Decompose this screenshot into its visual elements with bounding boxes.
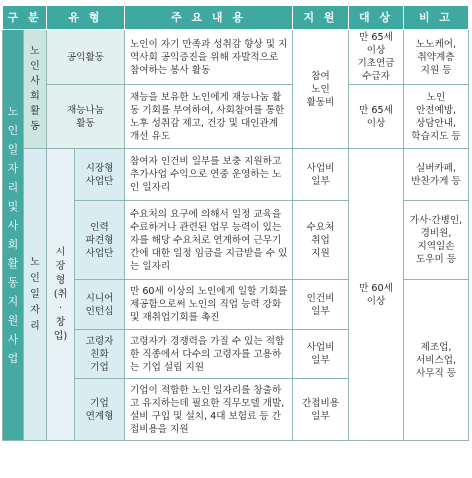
type-linked: 기업 연계형 — [75, 379, 125, 441]
target-age60: 만 60세 이상 — [349, 149, 404, 441]
type-friendly: 고령자 친화 기업 — [75, 330, 125, 379]
type-intern: 시니어 인턴십 — [75, 280, 125, 330]
support-friendly: 사업비 일부 — [293, 330, 349, 379]
target-public: 만 65세 이상 기초연금 수급자 — [349, 30, 404, 85]
support-linked: 간접비용 일부 — [293, 379, 349, 441]
header-category: 구 분 — [3, 6, 47, 30]
note-manufacturing: 제조업, 서비스업, 사무직 등 — [404, 280, 469, 441]
note-market: 실버카페, 반찬가게 등 — [404, 149, 469, 201]
note-talent: 노인 안전예방, 상담안내, 학습지도 등 — [404, 85, 469, 149]
content-dispatch: 수요처의 요구에 의해서 일정 교육을 수료하거나 관련된 업무 능력이 있는 자를 해당 수요처로 연계하여 근무기간에 대한 일정 임금을 지급받을 수 있는 일자리 — [125, 201, 293, 280]
support-dispatch: 수요처 취업 지원 — [293, 201, 349, 280]
social-activity-label: 노 인 사 회 활 동 — [24, 30, 47, 149]
type-market: 시장형 사업단 — [75, 149, 125, 201]
note-dispatch: 가사·간병인, 경비원, 지역일손 도우미 등 — [404, 201, 469, 280]
support-participant: 참여 노인 활동비 — [293, 30, 349, 149]
program-table-container — [2, 5, 468, 441]
content-talent: 재능을 보유한 노인에게 재능나눔 활동 기회를 부여하여, 사회참여를 통한 노후 성취감 제고, 건강 및 대인관계 개선 유도 — [125, 85, 293, 149]
header-type: 유 형 — [47, 6, 125, 30]
content-friendly: 고령자가 경쟁력을 가질 수 있는 적합한 직종에서 다수의 고령자를 고용하는 기업 설립 지원 — [125, 330, 293, 379]
row-public — [3, 30, 469, 85]
note-public: 노노케어, 취약계층 지원 등 — [404, 30, 469, 85]
type-dispatch: 인력 파견형 사업단 — [75, 201, 125, 280]
support-market: 사업비 일부 — [293, 149, 349, 201]
row-market — [3, 149, 469, 201]
market-type-label: 시 장 형 (취 · 창 업) — [47, 149, 75, 441]
header-content: 주 요 내 용 — [125, 6, 293, 30]
content-public: 노인이 자기 만족과 성취감 향상 및 지역사회 공익증진을 위해 자발적으로 참여하는 봉사 활동 — [125, 30, 293, 85]
content-linked: 기업이 적합한 노인 일자리를 창출하고 유지하는데 필요한 직무모델 개발, 설비 구입 및 설치, 4대 보험료 등 간접비용을 지원 — [125, 379, 293, 441]
outer-category-label: 노 인 일 자 리 및 사 회 활 동 지 원 사 업 — [3, 30, 24, 441]
type-public: 공익활동 — [47, 30, 125, 85]
support-intern: 인건비 일부 — [293, 280, 349, 330]
header-row — [3, 6, 469, 30]
content-intern: 만 60세 이상의 노인에게 일할 기회를 제공함으로써 노인의 직업 능력 강화 및 재취업기회를 촉진 — [125, 280, 293, 330]
header-support: 지 원 — [293, 6, 349, 30]
content-market: 참여자 인건비 일부를 보충 지원하고 추가사업 수익으로 연중 운영하는 노인 일자리 — [125, 149, 293, 201]
type-talent: 재능나눔 활동 — [47, 85, 125, 149]
row-talent — [3, 85, 469, 149]
target-talent: 만 65세 이상 — [349, 85, 404, 149]
job-label: 노 인 일 자 리 — [24, 149, 47, 441]
program-table — [2, 5, 469, 441]
header-target: 대 상 — [349, 6, 404, 30]
header-note: 비 고 — [404, 6, 469, 30]
